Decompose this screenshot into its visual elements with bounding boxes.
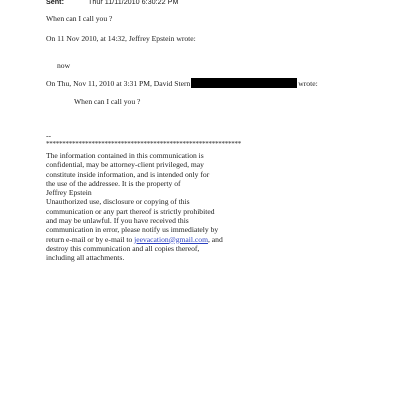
- quoted-message-line: When can I call you ?: [74, 97, 141, 106]
- disclaimer-line: including all attachments.: [46, 253, 125, 263]
- quote-attribution-wrote: wrote:: [298, 79, 318, 88]
- sent-value: Thur 11/11/2010 6:30:22 PM: [88, 0, 179, 6]
- disclaimer-line: Unauthorized use, disclosure or copying of this: [46, 197, 190, 207]
- signature-separator: --: [46, 131, 52, 140]
- asterisk-divider: ************************************************************: [46, 140, 241, 148]
- disclaimer-line-text: , and: [207, 234, 223, 244]
- confidentiality-disclaimer: [46, 151, 223, 263]
- quote-attribution-text: On Thu, Nov 11, 2010 at 3:31 PM, David Stern: [46, 79, 191, 88]
- quote-attribution-epstein: On 11 Nov 2010, at 14:32, Jeffrey Epstein wrote:: [46, 34, 196, 43]
- disclaimer-line: Jeffrey Epstein: [46, 188, 92, 198]
- disclaimer-line: the use of the addressee. It is the property of: [46, 178, 181, 188]
- disclaimer-line-email: [46, 235, 223, 244]
- quote-attribution-stern: [46, 78, 318, 88]
- message-line: When can I call you ?: [46, 14, 113, 23]
- disclaimer-line-text: return e-mail or by e-mail to: [46, 234, 135, 244]
- redaction-box: [191, 78, 297, 88]
- disclaimer-line: and may be unlawful. If you have received this: [46, 216, 189, 226]
- sent-header: [46, 0, 178, 5]
- disclaimer-line: communication in error, please notify us immediately by: [46, 225, 219, 235]
- quoted-reply-now: now: [57, 61, 71, 70]
- disclaimer-line: communication or any part thereof is strictly prohibited: [46, 206, 215, 216]
- disclaimer-line: The information contained in this communication is: [46, 151, 204, 160]
- disclaimer-line: confidential, may be attorney-client privileged, may: [46, 160, 204, 170]
- sent-label: Sent:: [46, 0, 64, 6]
- disclaimer-line: constitute inside information, and is intended only for: [46, 169, 210, 179]
- email-link[interactable]: jeevacation@gmail.com: [134, 234, 208, 244]
- disclaimer-line: destroy this communication and all copies thereof,: [46, 243, 200, 253]
